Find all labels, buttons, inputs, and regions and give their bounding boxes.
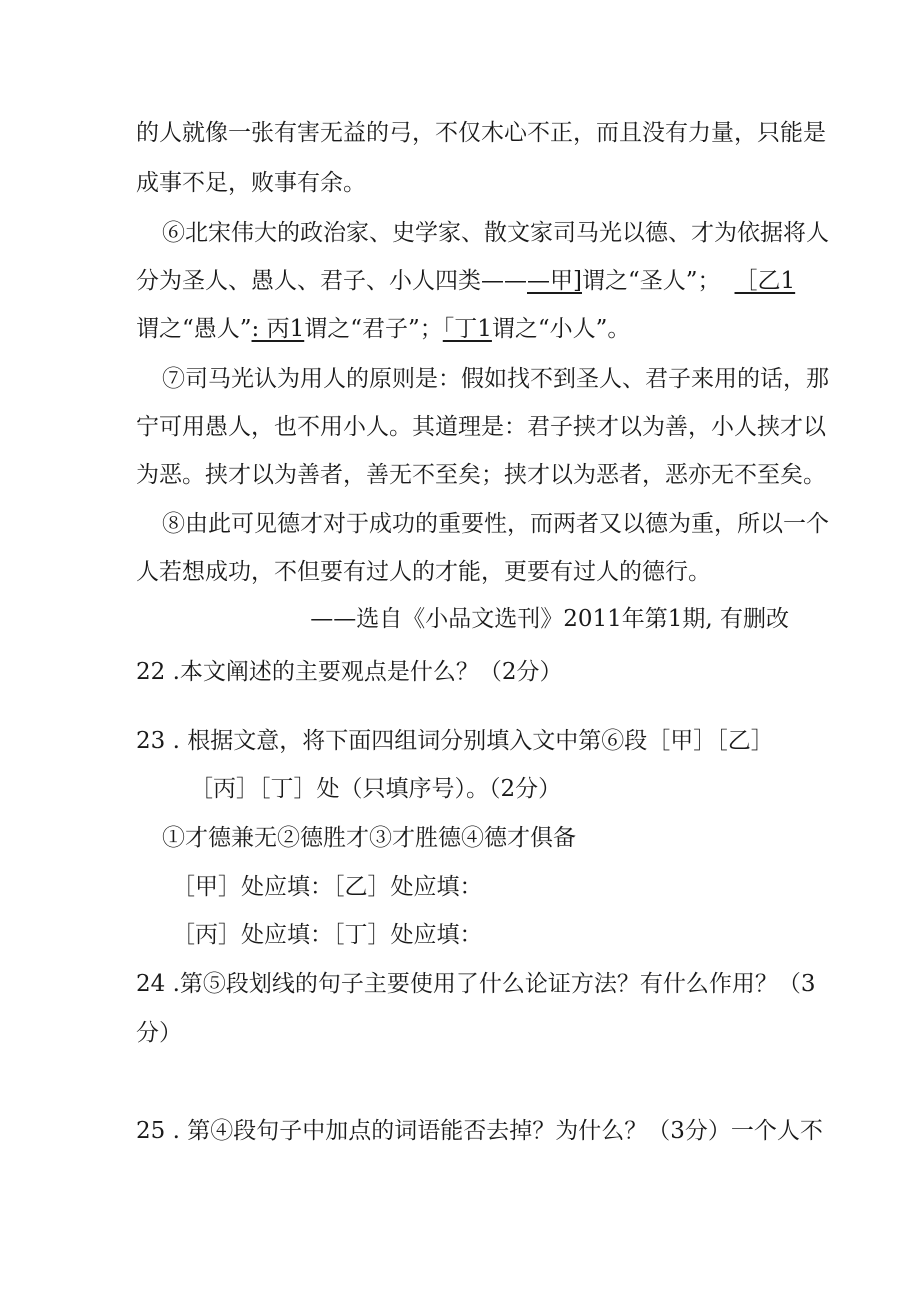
question-22: 22 .本文阐述的主要观点是什么？（2分） [136, 659, 563, 685]
text-line: ⑥北宋伟大的政治家、史学家、散文家司马光以德、才为依据将人 [162, 220, 829, 246]
underlined-blank: 「丁1 [442, 316, 492, 342]
text-line: 人若想成功，不但要有过人的才能，更要有过人的德行。 [136, 559, 711, 585]
answer-options: ①才德兼无②德胜才③才胜德④德才俱备 [162, 825, 576, 851]
text-line: 为恶。挟才以为善者，善无不至矣；挟才以为恶者，恶亦无不至矣。 [136, 462, 826, 488]
question-24: 24 .第⑤段划线的句子主要使用了什么论证方法？有什么作用？（3 [136, 971, 816, 997]
fill-blank-line: ［丙］处应填：［丁］处应填： [172, 922, 483, 948]
text-span: 谓之“君子”； [304, 316, 443, 342]
text-line: ⑧由此可见德才对于成功的重要性，而两者又以德为重，所以一个 [162, 511, 829, 537]
text-line: ⑦司马光认为用人的原则是：假如找不到圣人、君子来用的话，那 [162, 366, 829, 392]
underlined-blank: ［乙1 [734, 268, 796, 294]
text-line [136, 314, 630, 344]
underlined-blank: : 丙1 [251, 316, 305, 342]
fill-blank-line: ［甲］处应填：［乙］处应填： [172, 874, 483, 900]
text-span: 谓之“愚人” [136, 316, 252, 342]
text-line: 的人就像一张有害无益的弓，不仅木心不正，而且没有力量，只能是 [136, 120, 826, 146]
text-span: 分为圣人、愚人、君子、小人四类—— [136, 268, 527, 294]
source-citation: ——选自《小品文选刊》2011年第1期, 有删改 [310, 606, 789, 632]
text-span: 谓之“圣人”； [581, 268, 721, 294]
text-line: 成事不足，败事有余。 [136, 170, 366, 196]
text-span: 谓之“小人”。 [491, 316, 631, 342]
question-23-cont: ［丙］［丁］处（只填序号）。（2分） [190, 776, 562, 802]
question-25: 25 . 第④段句子中加点的词语能否去掉？为什么？（3分）一个人不 [136, 1118, 823, 1144]
text-line [136, 266, 795, 296]
question-23: 23 . 根据文意，将下面四组词分别填入文中第⑥段［甲］［乙］ [136, 728, 774, 754]
question-24-cont: 分） [136, 1020, 182, 1046]
text-line: 宁可用愚人，也不用小人。其道理是：君子挟才以为善，小人挟才以 [136, 414, 826, 440]
underlined-blank: —甲] [527, 268, 582, 294]
